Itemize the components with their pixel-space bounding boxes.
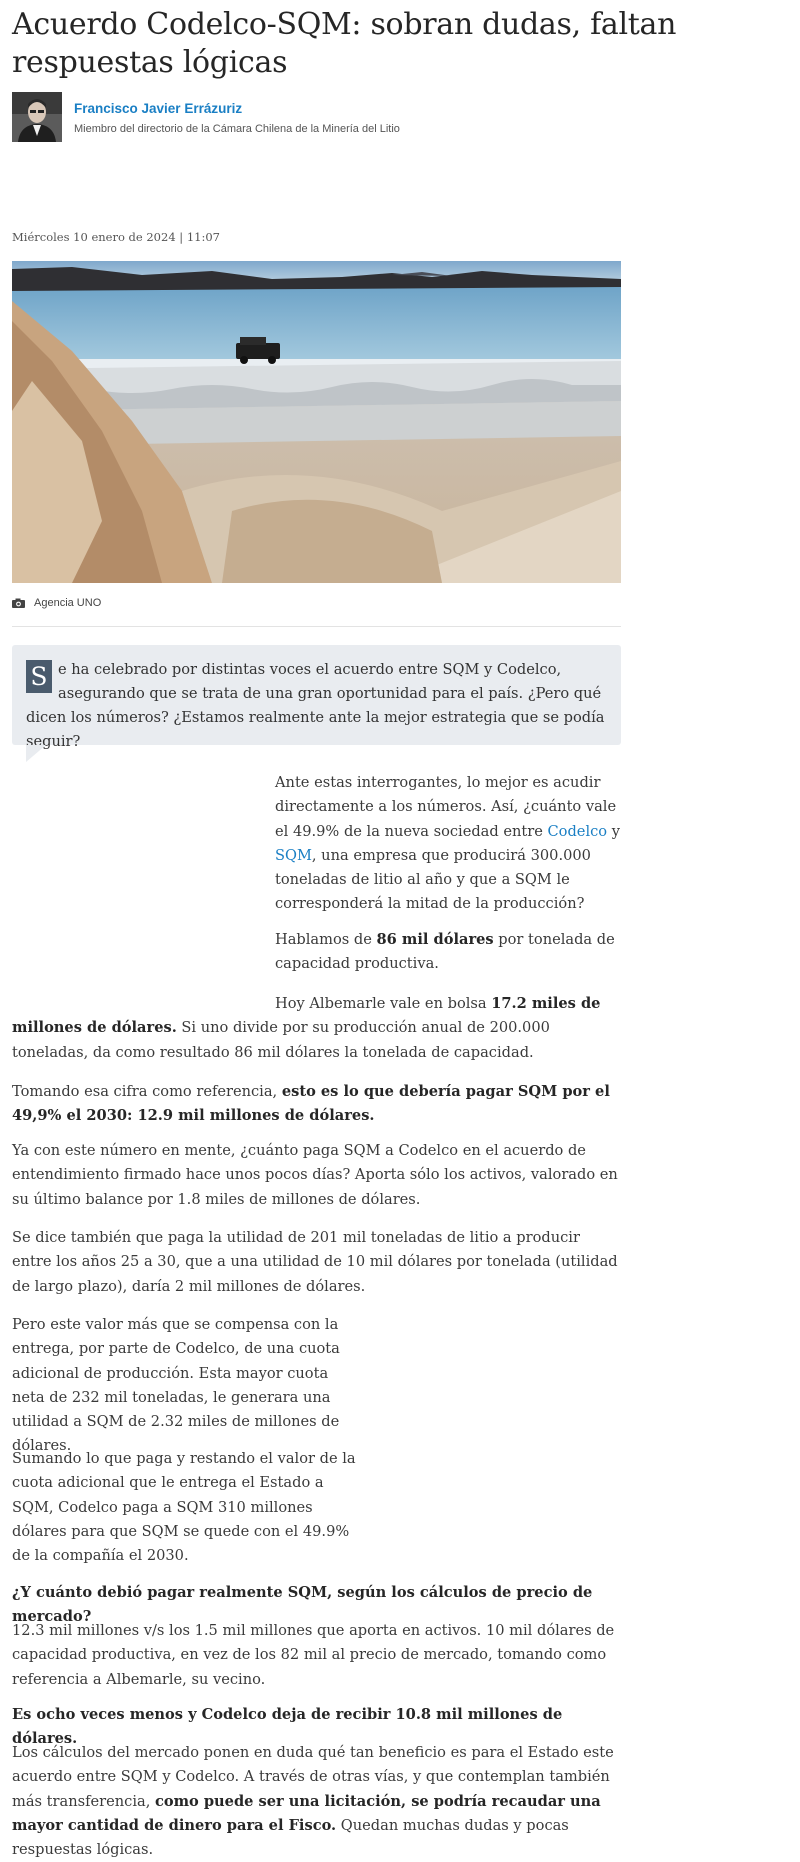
body-paragraph-9: ¿Y cuánto debió pagar realmente SQM, según los cálculos de precio de mercado?: [12, 1584, 593, 1626]
body-paragraph-12: Los cálculos del mercado ponen en duda qué tan beneficio es para el Estado este acuerdo entre SQM y Codelco. A través de otras vías, y que contemplan también más transferencia, como puede ser una licitación, se podría recaudar una mayor cantidad de dinero para el Fisco. Quedan muchas dudas y pocas respuestas lógicas.: [12, 1744, 614, 1859]
body-paragraph-7: Pero este valor más que se compensa con la entrega, por parte de Codelco, de una cuota adicional de producción. Esta mayor cuota neta de 232 mil toneladas, le generara una utilidad a SQM de 2.32 miles de millones de dólares.: [12, 1316, 340, 1455]
article-title: Acuerdo Codelco-SQM: sobran dudas, faltan respuestas lógicas: [12, 7, 677, 80]
body-paragraph-8: Sumando lo que paga y restando el valor de la cuota adicional que le entrega el Estado a SQM, Codelco paga a SQM 310 millones dólares para que SQM se quede con el 49.9% de la compañía el 2030.: [12, 1450, 356, 1565]
photo-caption: [12, 597, 101, 609]
body-paragraph-1: Ante estas interrogantes, lo mejor es acudir directamente a los números. Así, ¿cuánto vale el 49.9% de la nueva sociedad entre Codelco y SQM, una empresa que producirá 300.000 toneladas de litio al año y que a SQM le corresponderá la mitad de la producción?: [275, 774, 620, 913]
lead-text: e ha celebrado por distintas voces el acuerdo entre SQM y Codelco, asegurando que se trata de una gran oportunidad para el país. ¿Pero qué dicen los números? ¿Estamos realmente ante la mejor estrategia que se podía seguir?: [26, 661, 605, 750]
lead-box-tail: [26, 745, 46, 762]
body-paragraph-4: Tomando esa cifra como referencia, esto es lo que debería pagar SQM por el 49,9% el 2030: 12.9 mil millones de dólares.: [12, 1083, 610, 1125]
drop-cap: S: [26, 660, 52, 693]
publish-date: Miércoles 10 enero de 2024 | 11:07: [12, 230, 220, 244]
author-avatar[interactable]: [12, 92, 62, 142]
author-role: Miembro del directorio de la Cámara Chilena de la Minería del Litio: [74, 123, 400, 135]
body-paragraph-3: 17.2 miles de millones de dólares. Si uno divide por su producción anual de 200.000 toneladas, da como resultado 86 mil dólares la tonelada de capacidad.: [12, 995, 601, 1061]
body-paragraph-11: Es ocho veces menos y Codelco deja de recibir 10.8 mil millones de dólares.: [12, 1706, 563, 1748]
divider: [12, 626, 621, 627]
photo-credit: Agencia UNO: [34, 597, 102, 609]
body-paragraph-10: 12.3 mil millones v/s los 1.5 mil millones que aporta en activos. 10 mil dólares de capacidad productiva, en vez de los 82 mil al precio de mercado, tomando como referencia a Albemarle, su vecino.: [12, 1622, 615, 1688]
sqm-link[interactable]: SQM: [275, 846, 312, 864]
body-paragraph-6: Se dice también que paga la utilidad de 201 mil toneladas de litio a producir entre los años 25 a 30, que a una utilidad de 10 mil dólares por tonelada (utilidad de largo plazo), daría 2 mil millones de dólares.: [12, 1229, 618, 1295]
codelco-link[interactable]: Codelco: [547, 822, 608, 840]
article-photo: [12, 261, 621, 583]
body-paragraph-2: Hablamos de 86 mil dólares por tonelada de capacidad productiva.: [275, 931, 615, 973]
lead-box: [12, 645, 621, 750]
body-paragraph-3a: Hoy Albemarle vale en bolsa: [275, 995, 487, 1012]
author-byline: [12, 92, 612, 144]
body-paragraph-5: Ya con este número en mente, ¿cuánto paga SQM a Codelco en el acuerdo de entendimiento firmado hace unos pocos días? Aporta sólo los activos, valorado en su último balance por 1.8 miles de millones de dólares.: [12, 1142, 618, 1208]
camera-icon: [12, 598, 25, 608]
author-name-link[interactable]: Francisco Javier Errázuriz: [74, 101, 243, 116]
